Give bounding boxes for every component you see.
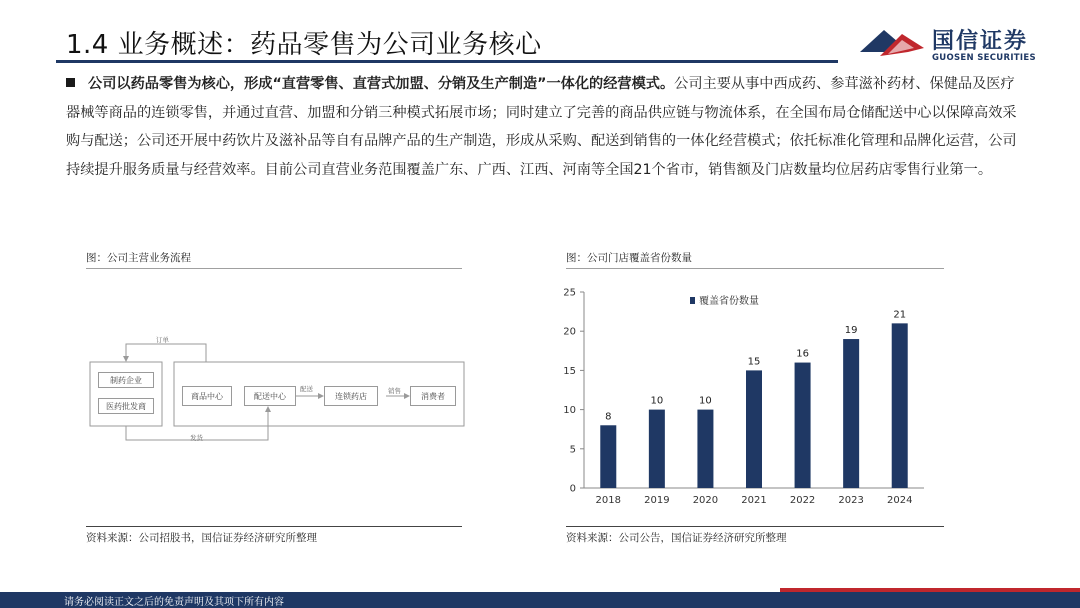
flow-label-sale: 销售	[388, 387, 401, 395]
data-label: 8	[605, 411, 612, 423]
left-panel-source: 资料来源：公司招股书，国信证券经济研究所整理	[86, 532, 317, 544]
provinces-bar-chart	[560, 282, 940, 512]
flow-node-chain-store: 连锁药店	[324, 386, 378, 406]
data-label: 10	[699, 395, 712, 407]
order-arrow	[126, 344, 206, 362]
logo-text-en: GUOSEN SECURITIES	[932, 53, 1036, 63]
logo-mark-icon	[858, 22, 928, 62]
brand-logo	[858, 22, 1038, 66]
x-tick-label: 2024	[886, 495, 913, 506]
flow-node-consumer: 消费者	[410, 386, 456, 406]
y-tick-label: 20	[563, 326, 576, 338]
legend-swatch	[690, 297, 695, 304]
flow-node-goods-center: 商品中心	[182, 386, 232, 406]
x-tick-label: 2022	[789, 495, 816, 506]
y-tick-label: 15	[563, 365, 576, 377]
bar	[795, 363, 811, 488]
x-tick-label: 2018	[595, 495, 622, 506]
x-tick-label: 2020	[692, 495, 719, 506]
flow-node-distribution-center: 配送中心	[244, 386, 296, 406]
bar	[697, 410, 713, 488]
right-panel-bottom-rule	[566, 526, 944, 527]
bar	[649, 410, 665, 488]
data-label: 19	[844, 325, 858, 337]
x-tick-label: 2019	[644, 495, 670, 506]
business-flow-diagram	[86, 332, 470, 452]
data-label: 15	[747, 356, 761, 368]
left-panel-bottom-rule	[86, 526, 462, 527]
y-tick-label: 10	[563, 405, 576, 417]
bar	[892, 323, 908, 488]
y-tick-label: 0	[569, 483, 576, 495]
data-label: 10	[650, 395, 664, 407]
summary-paragraph	[66, 70, 1026, 184]
footer-disclaimer: 请务必阅读正文之后的免责声明及其项下所有内容	[64, 597, 284, 608]
page-title: 1.4 业务概述：药品零售为公司业务核心	[66, 30, 542, 60]
bar	[746, 370, 762, 488]
data-label: 16	[796, 348, 809, 360]
title-rule	[56, 60, 838, 63]
x-tick-label: 2021	[741, 495, 767, 506]
flow-label-order: 订单	[156, 336, 169, 344]
bar	[600, 425, 616, 488]
logo-text-cn: 国信证券	[932, 29, 1029, 54]
bar	[843, 339, 859, 488]
y-tick-label: 5	[569, 444, 576, 456]
flow-label-deliver: 配送	[300, 385, 313, 393]
right-panel-source: 资料来源：公司公告，国信证券经济研究所整理	[566, 532, 787, 544]
y-tick-label: 25	[563, 287, 576, 299]
summary-bold: 公司以药品零售为核心，形成“直营零售、直营式加盟、分销及生产制造”一体化的经营模式。	[88, 76, 675, 92]
flow-node-pharma: 制药企业	[98, 372, 154, 388]
right-panel-label: 图：公司门店覆盖省份数量	[566, 252, 692, 264]
x-tick-label: 2023	[838, 495, 864, 506]
right-panel-top-rule	[566, 268, 944, 269]
left-panel-label: 图：公司主营业务流程	[86, 252, 191, 264]
flow-label-ship: 发货	[190, 434, 203, 442]
left-panel-top-rule	[86, 268, 462, 269]
flow-node-wholesaler: 医药批发商	[98, 398, 154, 414]
bullet-square-icon	[66, 78, 75, 87]
data-label: 21	[893, 309, 907, 321]
summary-text: 公司主要从事中西成药、参茸滋补药材、保健品及医疗器械等商品的连锁零售，并通过直营、加盟和分销三种模式拓展市场；同时建立了完善的商品供应链与物流体系，在全国布局仓储配送中心以保障高效采购与配送；公司还开展中药饮片及滋补品等自有品牌产品的生产制造，形成从采购、配送到销售的一体化经营模式；依托标准化管理和品牌化运营，公司持续提升服务质量与经营效率。目前公司直营业务范围覆盖广东、广西、江西、河南等全国21个省市，销售额及门店数量均位居药店零售行业第一。	[66, 76, 1017, 178]
legend-label: 覆盖省份数量	[699, 296, 759, 307]
